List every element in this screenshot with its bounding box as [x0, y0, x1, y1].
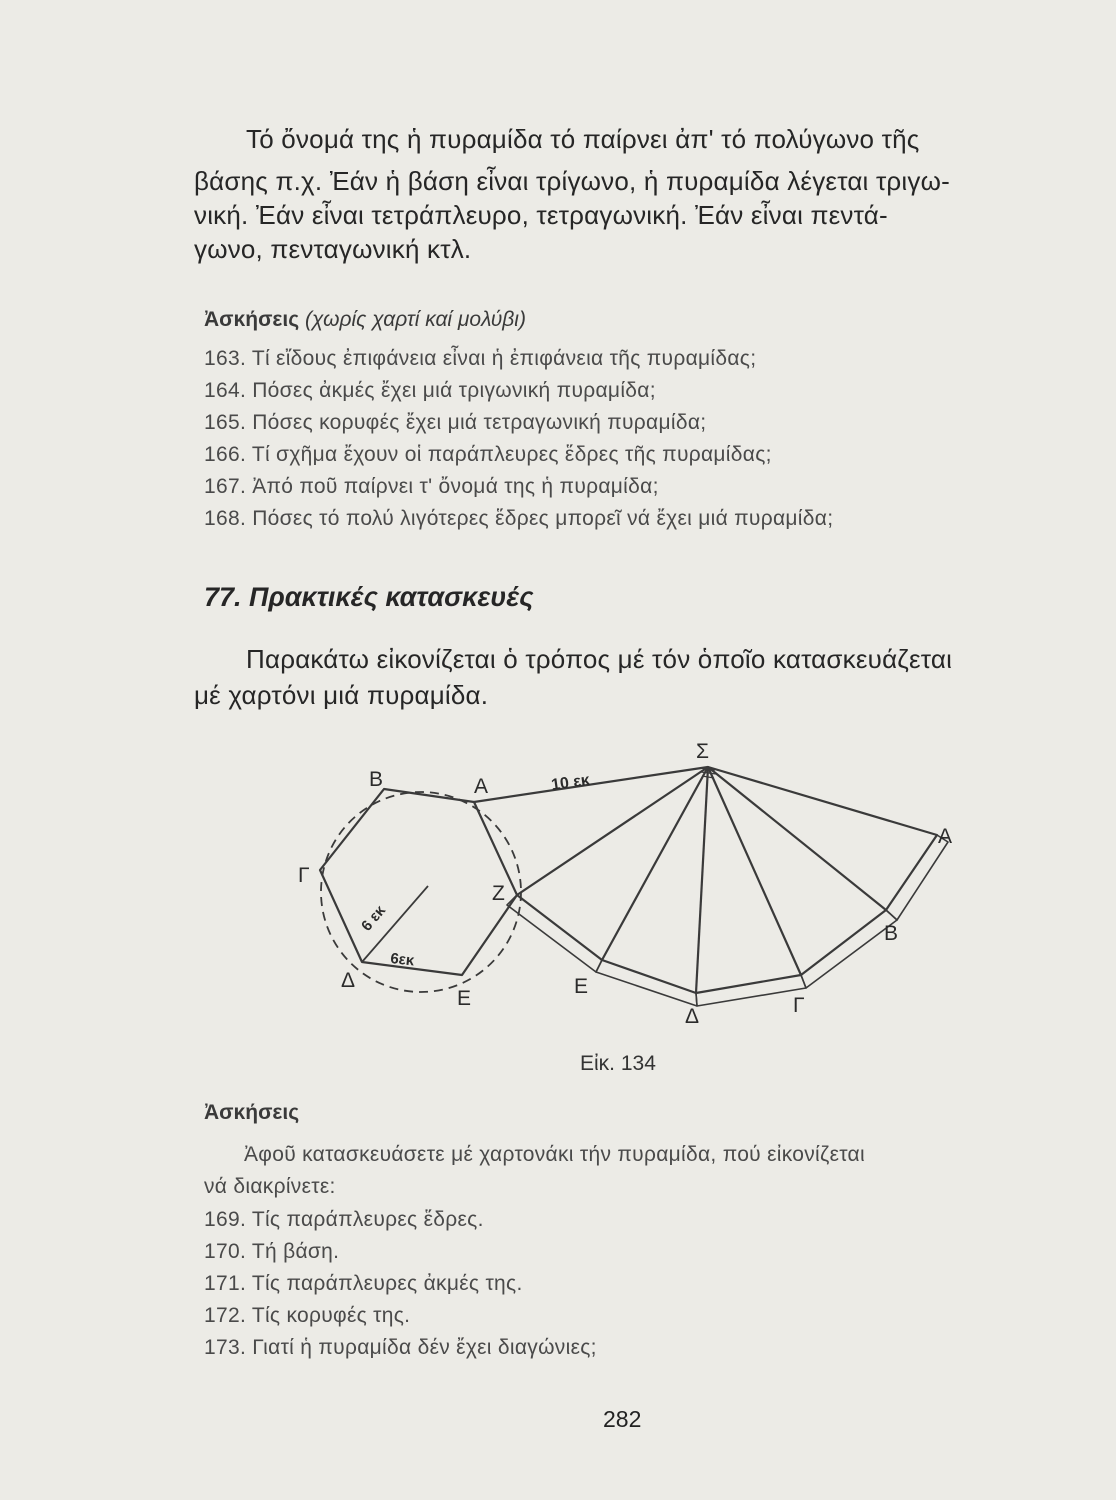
exercise-item: 173. Γιατί ἡ πυραμίδα δέν ἔχει διαγώνιες;: [204, 1336, 597, 1359]
lateral-edge: [708, 767, 801, 975]
label-radius-6: 6 εκ: [358, 902, 390, 935]
exercise-item: 164. Πόσες ἀκμές ἔχει μιά τριγωνική πυραμίδα;: [204, 379, 656, 402]
exercises-heading-label: Ἀσκήσεις: [204, 308, 300, 331]
label-delta-right: Δ: [685, 1005, 700, 1028]
lateral-edge: [708, 767, 886, 910]
label-delta-left: Δ: [341, 969, 356, 992]
exercise-item: 165. Πόσες κορυφές ἔχει μιά τετραγωνική πυραμίδα;: [204, 411, 707, 434]
exercises-intro-line: Ἀφοῦ κατασκευάσετε μέ χαρτονάκι τήν πυραμίδα, πού εἰκονίζεται: [244, 1143, 865, 1166]
intro-line: βάσης π.χ. Ἐάν ἡ βάση εἶναι τρίγωνο, ἡ πυραμίδα λέγεται τριγω-: [194, 166, 950, 196]
label-gamma-right: Γ: [793, 994, 805, 1017]
figure-caption: Εἰκ. 134: [580, 1052, 656, 1075]
edge-line-10: [474, 767, 708, 802]
intro-line: Τό ὄνομά της ἡ πυραμίδα τό παίρνει ἀπ' τό πολύγωνο τῆς: [246, 124, 920, 154]
label-epsilon-left: Ε: [457, 987, 472, 1010]
label-epsilon-right: Ε: [574, 975, 589, 998]
exercise-item: 168. Πόσες τό πολύ λιγότερες ἕδρες μπορεῖ νά ἔχει μιά πυραμίδα;: [204, 507, 834, 530]
exercise-item: 170. Τή βάση.: [204, 1240, 340, 1263]
exercise-item: 169. Τίς παράπλευρες ἕδρες.: [204, 1208, 484, 1231]
construction-circle: [321, 792, 521, 992]
exercise-item: 172. Τίς κορυφές της.: [204, 1304, 411, 1327]
section-line: μέ χαρτόνι μιά πυραμίδα.: [194, 680, 489, 710]
label-beta-left: Β: [369, 768, 384, 791]
exercise-item: 171. Τίς παράπλευρες ἀκμές της.: [204, 1272, 523, 1295]
label-gamma-left: Γ: [298, 864, 310, 887]
exercises-intro-line: νά διακρίνετε:: [204, 1175, 336, 1198]
exercise-item: 166. Τί σχῆμα ἔχουν οἱ παράπλευρες ἕδρες τῆς πυραμίδας;: [204, 443, 772, 466]
exercise-item: 167. Ἀπό ποῦ παίρνει τ' ὄνομά της ἡ πυραμίδα;: [204, 475, 659, 498]
label-side-6: 6εκ: [389, 950, 416, 970]
label-alpha-right: Α: [938, 825, 953, 848]
label-sigma: Σ: [696, 740, 709, 763]
exercise-item: 163. Τί εἴδους ἐπιφάνεια εἶναι ἡ ἐπιφάνεια τῆς πυραμίδας;: [204, 347, 757, 370]
label-alpha-left: Α: [474, 775, 489, 798]
label-edge-10: 10 εκ: [550, 771, 591, 794]
lateral-edge: [696, 767, 708, 993]
section-line: Παρακάτω εἰκονίζεται ὁ τρόπος μέ τόν ὁποῖο κατασκευάζεται: [246, 644, 953, 674]
section-title: 77. Πρακτικές κατασκευές: [204, 582, 534, 612]
exercises-heading-note: (χωρίς χαρτί καί μολύβι): [305, 308, 526, 331]
page-number: 282: [603, 1406, 642, 1432]
label-zeta: Ζ: [492, 882, 505, 905]
lateral-edge: [602, 767, 708, 960]
label-beta-right: Β: [884, 922, 899, 945]
exercises-heading: Ἀσκήσεις: [204, 1101, 300, 1124]
intro-line: νική. Ἐάν εἶναι τετράπλευρο, τετραγωνική. Ἐάν εἶναι πεντά-: [194, 200, 888, 230]
intro-line: γωνο, πενταγωνική κτλ.: [194, 234, 472, 264]
